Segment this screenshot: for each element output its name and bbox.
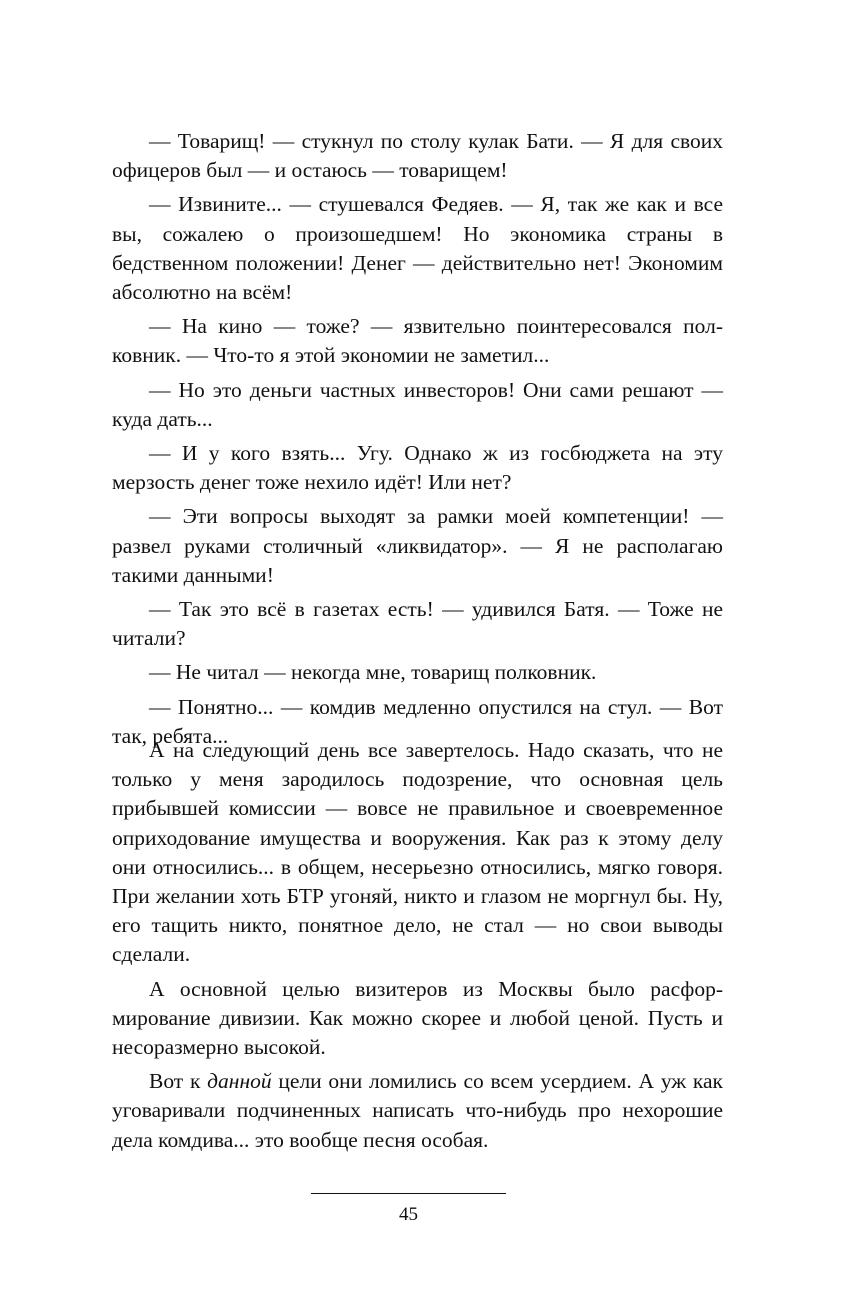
paragraph-text-start: Вот к — [149, 1069, 208, 1094]
dialogue-line: — Товарищ! — стукнул по столу кулак Бати. — Я для своих офицеров был — и остаюсь — товарищем! — [112, 129, 723, 183]
dialogue-line: — Так это всё в газетах есть! — удивился Батя. — Тоже не читали? — [112, 597, 723, 651]
narrative-paragraph: А основной целью визитеров из Москвы было расформирование дивизии. Как можно скорее и любой ценой. Пусть и несоразмерно высокой. — [112, 976, 723, 1060]
dialogue-line: — Извините... — стушевался Федяев. — Я, так же как и все вы, сожалею о произошедшем! Но экономика страны в бедственном положении! Денег — действительно нет! Экономим абсолютно на всём! — [112, 192, 723, 305]
page-number: 45 — [399, 1204, 418, 1225]
footer-rule — [311, 1193, 506, 1194]
emphasized-word: данной — [207, 1069, 272, 1094]
dialogue-line: — Но это деньги частных инвесторов! Они сами решают — куда дать... — [112, 377, 723, 431]
dialogue-line: — Понятно... — комдив медленно опустился на стул. — Вот так, ребята... — [112, 694, 723, 748]
dialogue-line: — Эти вопросы выходят за рамки моей компетенции! — развел руками столичный «ликвидатор». — Я не располагаю такими данными! — [112, 504, 723, 587]
dialogue-line: — И у кого взять... Угу. Однако ж из госбюджета на эту мерзость денег тоже нехило идёт! Или нет? — [112, 441, 723, 495]
narrative-section — [112, 736, 723, 1155]
dialogue-line: — На кино — тоже? — язвительно поинтересовался полковник. — Что-то я этой экономии не заметил... — [112, 314, 723, 368]
narrative-paragraph — [112, 1067, 723, 1155]
dialogue-section — [112, 127, 723, 751]
dialogue-line: — Не читал — некогда мне, товарищ полковник. — [149, 660, 597, 685]
narrative-paragraph: А на следующий день все завертелось. Надо сказать, что не только у меня зародилось подозрение, что основная цель прибывшей комиссии — вовсе не правильное и своевременное оприходование имущества и вооружения. Как раз к этому делу они относились... в общем, несерьезно относились, мягко говоря. При желании хоть БТР угоняй, никто и глазом не моргнул бы. Ну, его тащить никто, понятное дело, не стал — но свои выводы сделали. — [112, 738, 723, 967]
paragraph-text-end: цели они ломились со всем усердием. А уж как уговаривали подчиненных написать что-нибудь про нехорошие дела комдива... это вообще песня особая. — [112, 1069, 723, 1152]
